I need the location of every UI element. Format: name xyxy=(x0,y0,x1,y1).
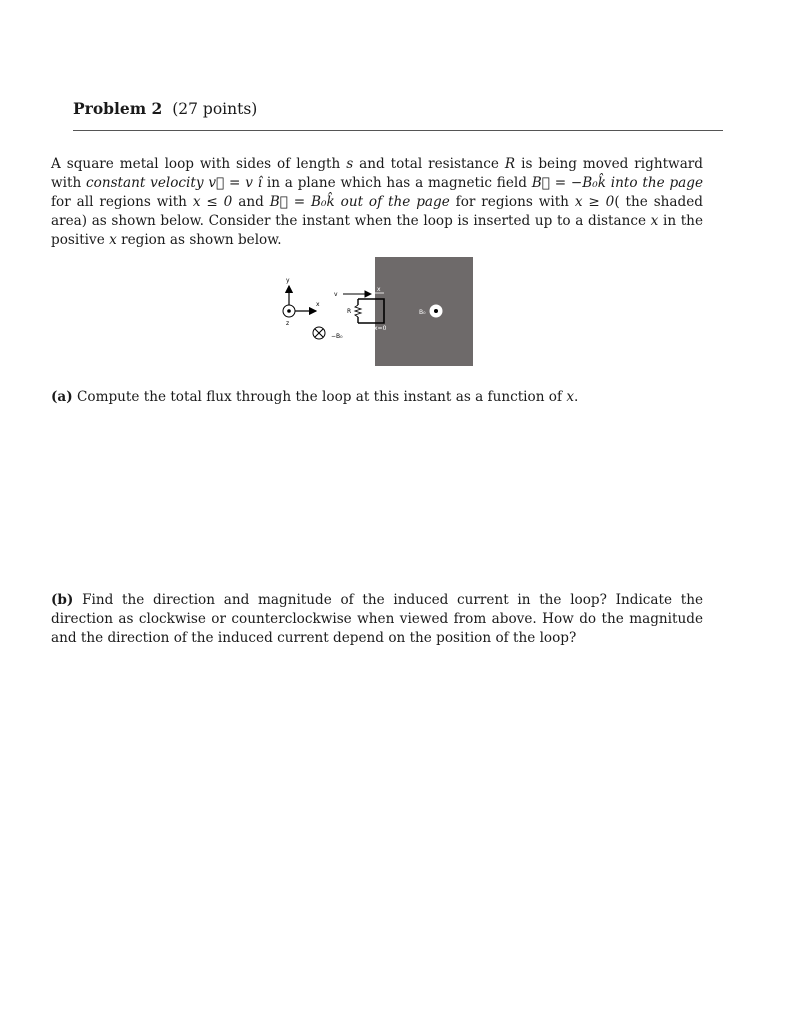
resistance-label: R xyxy=(347,308,352,315)
constant-velocity-text: constant velocity xyxy=(86,175,204,191)
intro-text-1: A square metal loop with sides of length xyxy=(51,156,347,172)
condition-x-nonpositive: x ≤ 0 xyxy=(192,194,233,210)
out-of-page-text: out of the page xyxy=(334,194,450,210)
part-a-text: Compute the total flux through the loop at this instant as a function of xyxy=(72,389,567,405)
axis-x-label: x xyxy=(316,301,320,308)
distance-x-label: x xyxy=(377,286,381,293)
field-equation-negative: B⃗ = −B₀k̂ xyxy=(531,175,606,191)
intro-text-2: and total resistance xyxy=(353,156,505,172)
axis-z-label: z xyxy=(286,320,290,327)
part-b xyxy=(51,591,703,648)
field-into-page-icon xyxy=(313,327,325,339)
intro-text-9: in the positive xyxy=(51,213,703,248)
negative-B0-label: −B₀ xyxy=(331,333,343,340)
field-equation-positive: B⃗ = B₀k̂ xyxy=(269,194,335,210)
intro-text-7: for regions with xyxy=(449,194,575,210)
intro-text-6: and xyxy=(232,194,270,210)
part-a-end: . xyxy=(573,389,579,405)
var-R: R xyxy=(504,156,516,172)
intro-text-3: is being moved rightward with xyxy=(51,156,703,191)
axis-y-label: y xyxy=(286,277,290,284)
part-a xyxy=(51,388,703,407)
var-x: x xyxy=(566,389,574,405)
velocity-label: v xyxy=(334,291,338,298)
var-x: x xyxy=(650,213,659,229)
condition-x-nonnegative: x ≥ 0 xyxy=(574,194,615,210)
intro-text-8: ( the shaded area) as shown below. Consider the instant when the loop is inserted up to a distance xyxy=(51,194,703,229)
velocity-equation: v⃗ = v î xyxy=(203,175,267,191)
var-x: x xyxy=(109,232,117,248)
part-b-text: Find the direction and magnitude of the induced current in the loop? Indicate the direction as clockwise or counterclockwise when viewed from above. How do the magnitude and the direction of the induced current depend on the position of the loop? xyxy=(51,592,703,646)
intro-text-5: for all regions with xyxy=(51,194,193,210)
resistor-icon xyxy=(355,305,361,317)
B0-label: B₀ xyxy=(419,309,426,316)
coordinate-axes xyxy=(283,277,320,327)
problem-title: Problem 2 xyxy=(73,99,163,118)
intro-text-4: in a plane which has a magnetic field xyxy=(266,175,532,191)
part-a-label: (a) xyxy=(51,389,73,405)
into-page-text: into the page xyxy=(605,175,704,191)
x-zero-label: x=0 xyxy=(374,325,387,332)
problem-points: (27 points) xyxy=(172,100,258,118)
part-b-label: (b) xyxy=(51,592,74,608)
intro-text-10: region as shown below. xyxy=(116,232,282,248)
var-s: s xyxy=(346,156,354,172)
